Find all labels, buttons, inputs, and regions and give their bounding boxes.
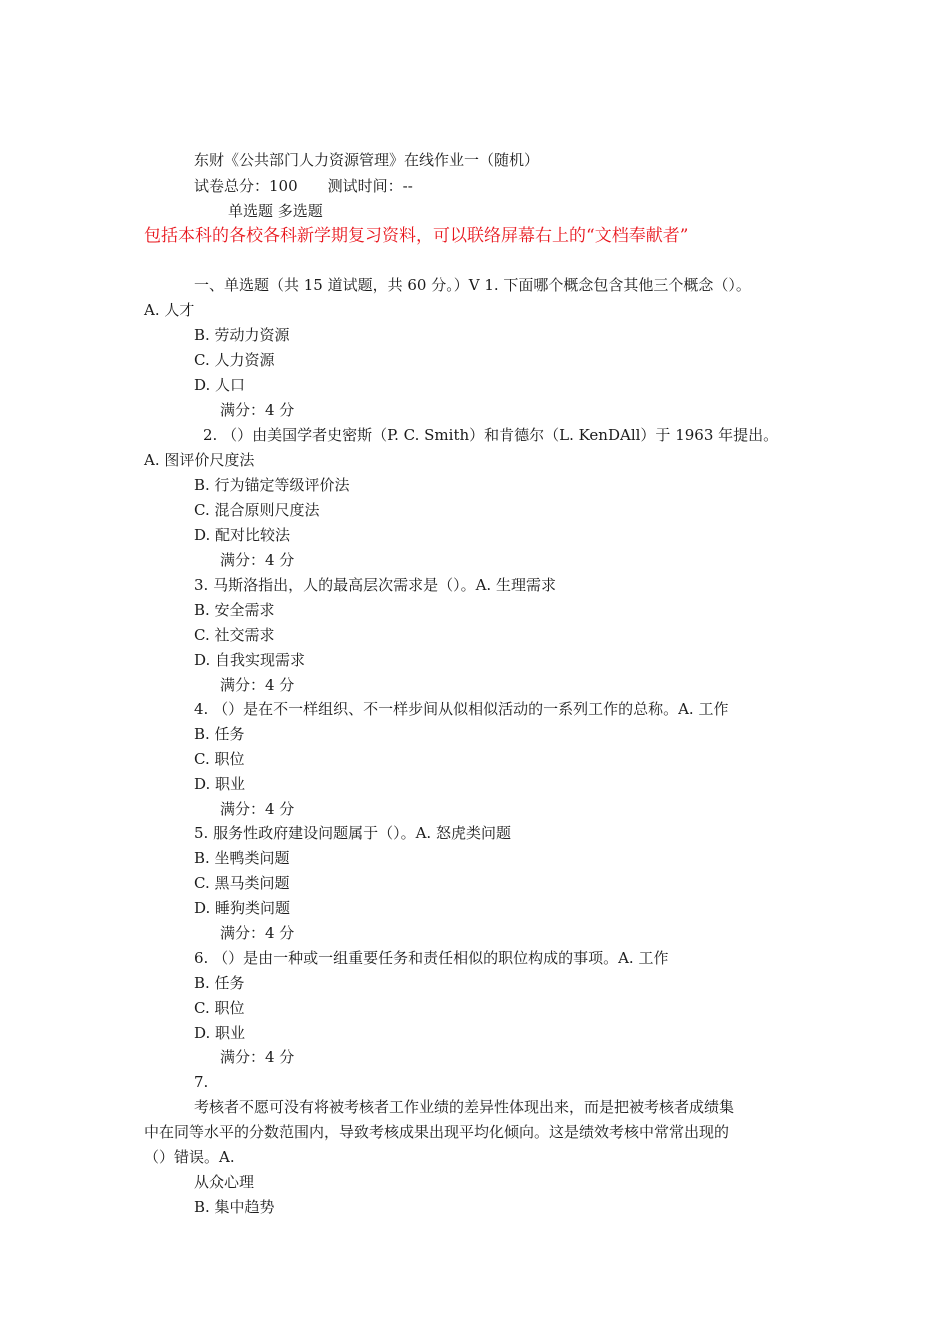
score-time-line: 试卷总分：100 测试时间：-- bbox=[194, 177, 413, 195]
question-stem-line: （）错误。A. bbox=[144, 1148, 235, 1166]
question-stem: 3. 马斯洛指出，人的最高层次需求是（）。A. 生理需求 bbox=[194, 576, 556, 594]
option-d: D. 人口 bbox=[194, 376, 246, 394]
option-b: B. 任务 bbox=[194, 974, 245, 992]
option-c: C. 人力资源 bbox=[194, 351, 275, 369]
question-stem: 6. （）是由一种或一组重要任务和责任相似的职位构成的事项。A. 工作 bbox=[194, 949, 669, 967]
option-b: B. 任务 bbox=[194, 725, 245, 743]
option-d: D. 职业 bbox=[194, 1024, 246, 1042]
option-c: C. 职位 bbox=[194, 750, 245, 768]
option-b: B. 集中趋势 bbox=[194, 1198, 275, 1216]
option-b: B. 行为锚定等级评价法 bbox=[194, 476, 350, 494]
section-heading: 一、单选题（共 15 道试题，共 60 分。）V 1. 下面哪个概念包含其他三个概念（）。 bbox=[194, 276, 751, 294]
option-b: B. 坐鸭类问题 bbox=[194, 849, 290, 867]
notice-banner: 包括本科的各校各科新学期复习资料，可以联络屏幕右上的“文档奉献者” bbox=[144, 226, 689, 246]
score-note: 满分：4 分 bbox=[220, 800, 295, 818]
score-note: 满分：4 分 bbox=[220, 676, 295, 694]
option-c: C. 社交需求 bbox=[194, 626, 275, 644]
question-number: 7. bbox=[194, 1073, 209, 1091]
option-c: C. 职位 bbox=[194, 999, 245, 1017]
question-stem: 2. （）由美国学者史密斯（P. C. Smith）和肯德尔（L. KenDAll）于 1963 年提出。 bbox=[203, 426, 779, 444]
score-note: 满分：4 分 bbox=[220, 551, 295, 569]
score-note: 满分：4 分 bbox=[220, 924, 295, 942]
question-stem-line: 中在同等水平的分数范围内，导致考核成果出现平均化倾向。这是绩效考核中常常出现的 bbox=[144, 1123, 730, 1141]
score-note: 满分：4 分 bbox=[220, 1048, 295, 1066]
option-b: B. 安全需求 bbox=[194, 601, 275, 619]
option-a: 从众心理 bbox=[194, 1173, 255, 1191]
document-title: 东财《公共部门人力资源管理》在线作业一（随机） bbox=[194, 151, 540, 169]
option-c: C. 混合原则尺度法 bbox=[194, 501, 320, 519]
option-a: A. 人才 bbox=[144, 301, 195, 319]
option-c: C. 黑马类问题 bbox=[194, 874, 290, 892]
option-d: D. 配对比较法 bbox=[194, 526, 291, 544]
question-stem: 5. 服务性政府建设问题属于（）。A. 怒虎类问题 bbox=[194, 824, 511, 842]
question-type-tabs: 单选题 多选题 bbox=[228, 202, 323, 220]
question-stem-line: 考核者不愿可没有将被考核者工作业绩的差异性体现出来，而是把被考核者成绩集 bbox=[194, 1098, 735, 1116]
option-b: B. 劳动力资源 bbox=[194, 326, 290, 344]
score-note: 满分：4 分 bbox=[220, 401, 295, 419]
option-a: A. 图评价尺度法 bbox=[144, 451, 255, 469]
option-d: D. 睡狗类问题 bbox=[194, 899, 291, 917]
question-stem: 4. （）是在不一样组织、不一样步间从似相似活动的一系列工作的总称。A. 工作 bbox=[194, 700, 729, 718]
option-d: D. 职业 bbox=[194, 775, 246, 793]
option-d: D. 自我实现需求 bbox=[194, 651, 306, 669]
